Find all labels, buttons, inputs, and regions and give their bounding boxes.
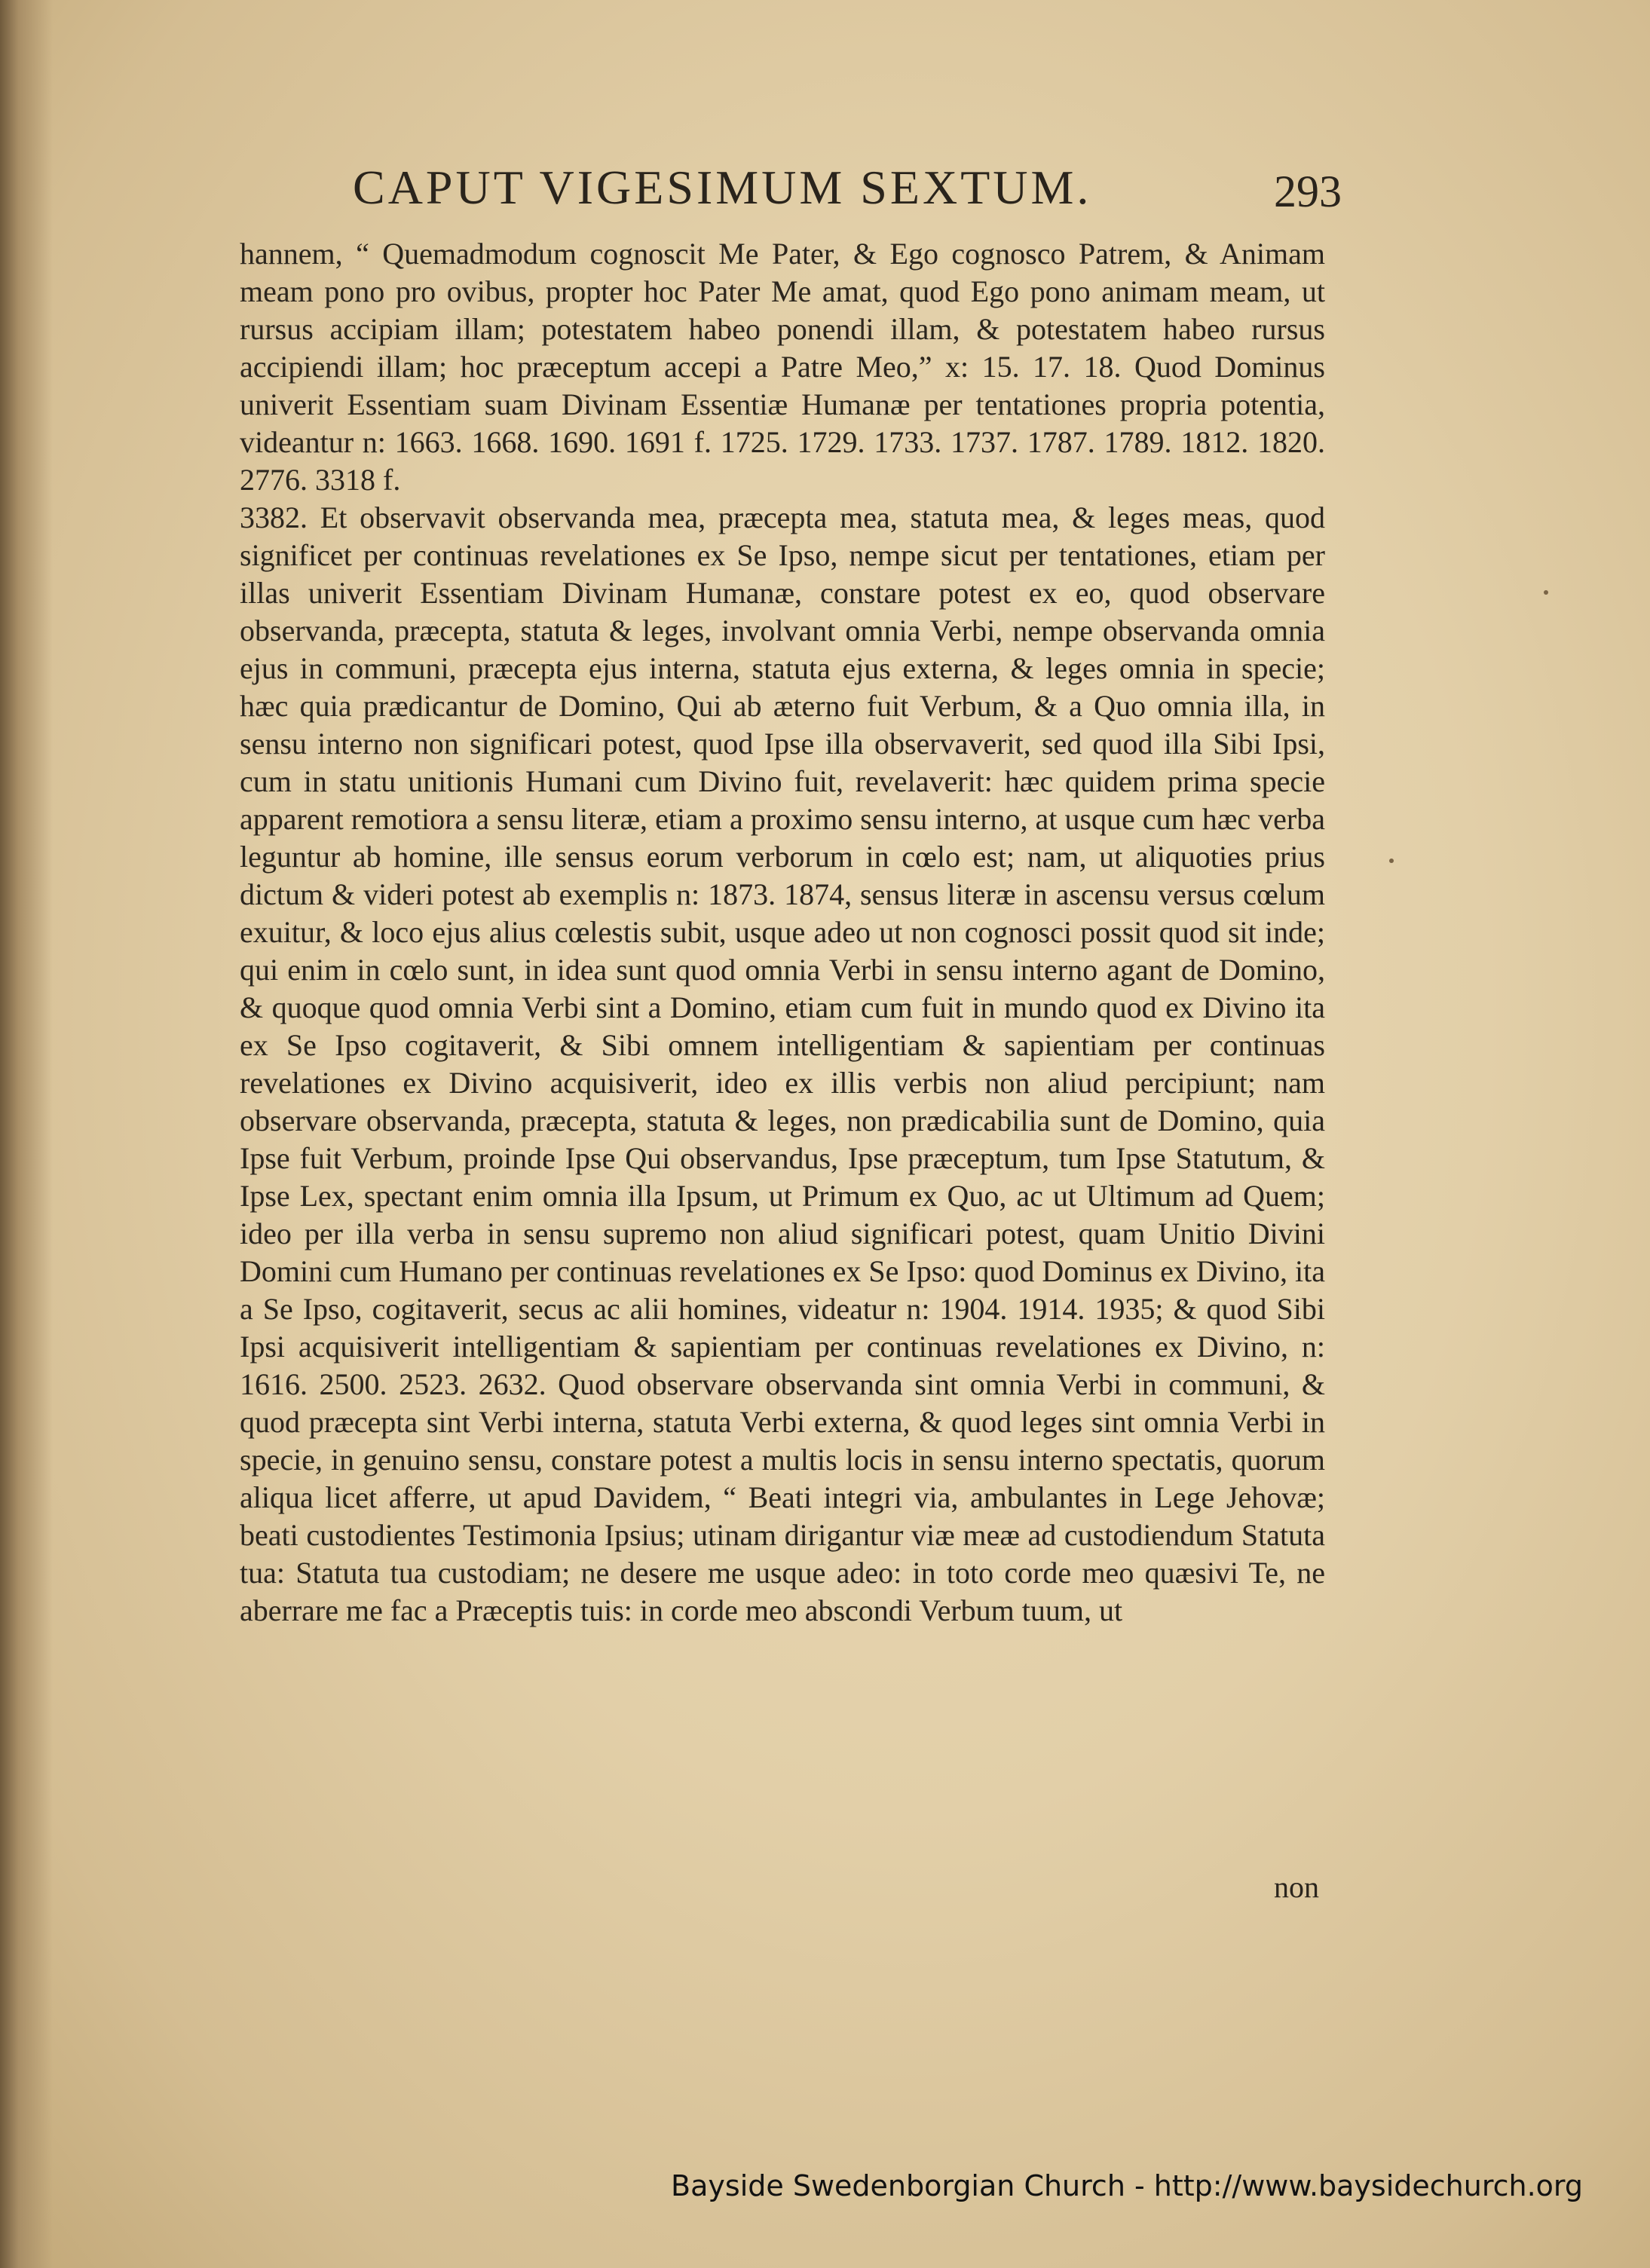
footer-credit: Bayside Swedenborgian Church - http://www.baysidechurch.org [671,2169,1583,2202]
paragraph-continued: hannem, “ Quemadmodum cognoscit Me Pater, & Ego cognosco Patrem, & Animam meam pono pro ovibus, propter hoc Pater Me amat, quod Ego pono animam meam, ut rursus accipiam illam; potestatem habeo ponendi illam, & potestatem habeo rursus accipiendi illam; hoc præceptum accepi a Patre Meo,” x: 15. 17. 18. Quod Dominus univerit Essentiam suam Divinam Essentiæ Humanæ per tentationes propria potentia, videantur n: 1663. 1668. 1690. 1691 f. 1725. 1729. 1733. 1737. 1787. 1789. 1812. 1820. 2776. 3318 f. [240,237,1325,497]
page-header [240,160,1342,228]
page-number: 293 [1274,167,1342,216]
running-title: CAPUT VIGESIMUM SEXTUM. [353,161,1092,214]
paper-speck [1544,590,1548,595]
catchword: non [1274,1870,1319,1904]
binding-gutter-shadow [0,0,53,2268]
paragraph-3382: 3382. Et observavit observanda mea, præcepta mea, statuta mea, & leges meas, quod significet per continuas revelationes ex Se Ipso, nempe sicut per tentationes, etiam per illas univerit Essentiam Divinam Humanæ, constare potest ex eo, quod observare observanda, præcepta, statuta & leges, involvant omnia Verbi, nempe observanda omnia ejus in communi, præcepta ejus interna, statuta ejus externa, & leges omnia in specie; hæc quia prædicantur de Domino, Qui ab æterno fuit Verbum, & a Quo omnia illa, in sensu interno non significari potest, quod Ipse illa observaverit, sed quod illa Sibi Ipsi, cum in statu unitionis Humani cum Divino fuit, revelaverit: hæc quidem prima specie apparent remotiora a sensu literæ, etiam a proximo sensu interno, at usque cum hæc verba leguntur ab homine, ille sensus eorum verborum in cœlo est; nam, ut aliquoties prius dictum & videri potest ab exemplis n: 1873. 1874, sensus literæ in ascensu versus cœlum exuitur, & loco ejus alius cœlestis subit, usque adeo ut non cognosci possit quod sit inde; qui enim in cœlo sunt, in idea sunt quod omnia Verbi in sensu interno agant de Domino, & quoque quod omnia Verbi sint a Domino, etiam cum fuit in mundo quod ex Divino ita ex Se Ipso cogitaverit, & Sibi omnem intelligentiam & sapientiam per continuas revelationes ex Divino acquisiverit, ideo ex illis verbis non aliud percipiunt; nam observare observanda, præcepta, statuta & leges, non prædicabilia sunt de Domino, quia Ipse fuit Verbum, proinde Ipse Qui observandus, Ipse præceptum, tum Ipse Statutum, & Ipse Lex, spectant enim omnia illa Ipsum, ut Primum ex Quo, ac ut Ultimum ad Quem; ideo per illa verba in sensu supremo non aliud significari potest, quam Unitio Divini Domini cum Humano per continuas revelationes ex Se Ipso: quod Dominus ex Divino, ita a Se Ipso, cogitaverit, secus ac alii homines, videatur n: 1904. 1914. 1935; & quod Sibi Ipsi acquisiverit intelligentiam & sapientiam per continuas revelationes ex Divino, n: 1616. 2500. 2523. 2632. Quod observare observanda sint omnia Verbi in communi, & quod præcepta sint Verbi interna, statuta Verbi externa, & quod leges sint omnia Verbi in specie, in genuino sensu, constare potest a multis locis in sensu interno spectatis, quorum aliqua licet afferre, ut apud Davidem, “ Beati integri via, ambulantes in Lege Jehovæ; beati custodientes Testimonia Ipsius; utinam dirigantur viæ meæ ad custodiendum Statuta tua: Statuta tua custodiam; ne desere me usque adeo: in toto corde meo quæsivi Te, ne aberrare me fac a Præceptis tuis: in corde meo abscondi Verbum tuum, ut [240,500,1325,1627]
body-text [240,235,1325,1630]
paper-speck [1389,859,1394,863]
